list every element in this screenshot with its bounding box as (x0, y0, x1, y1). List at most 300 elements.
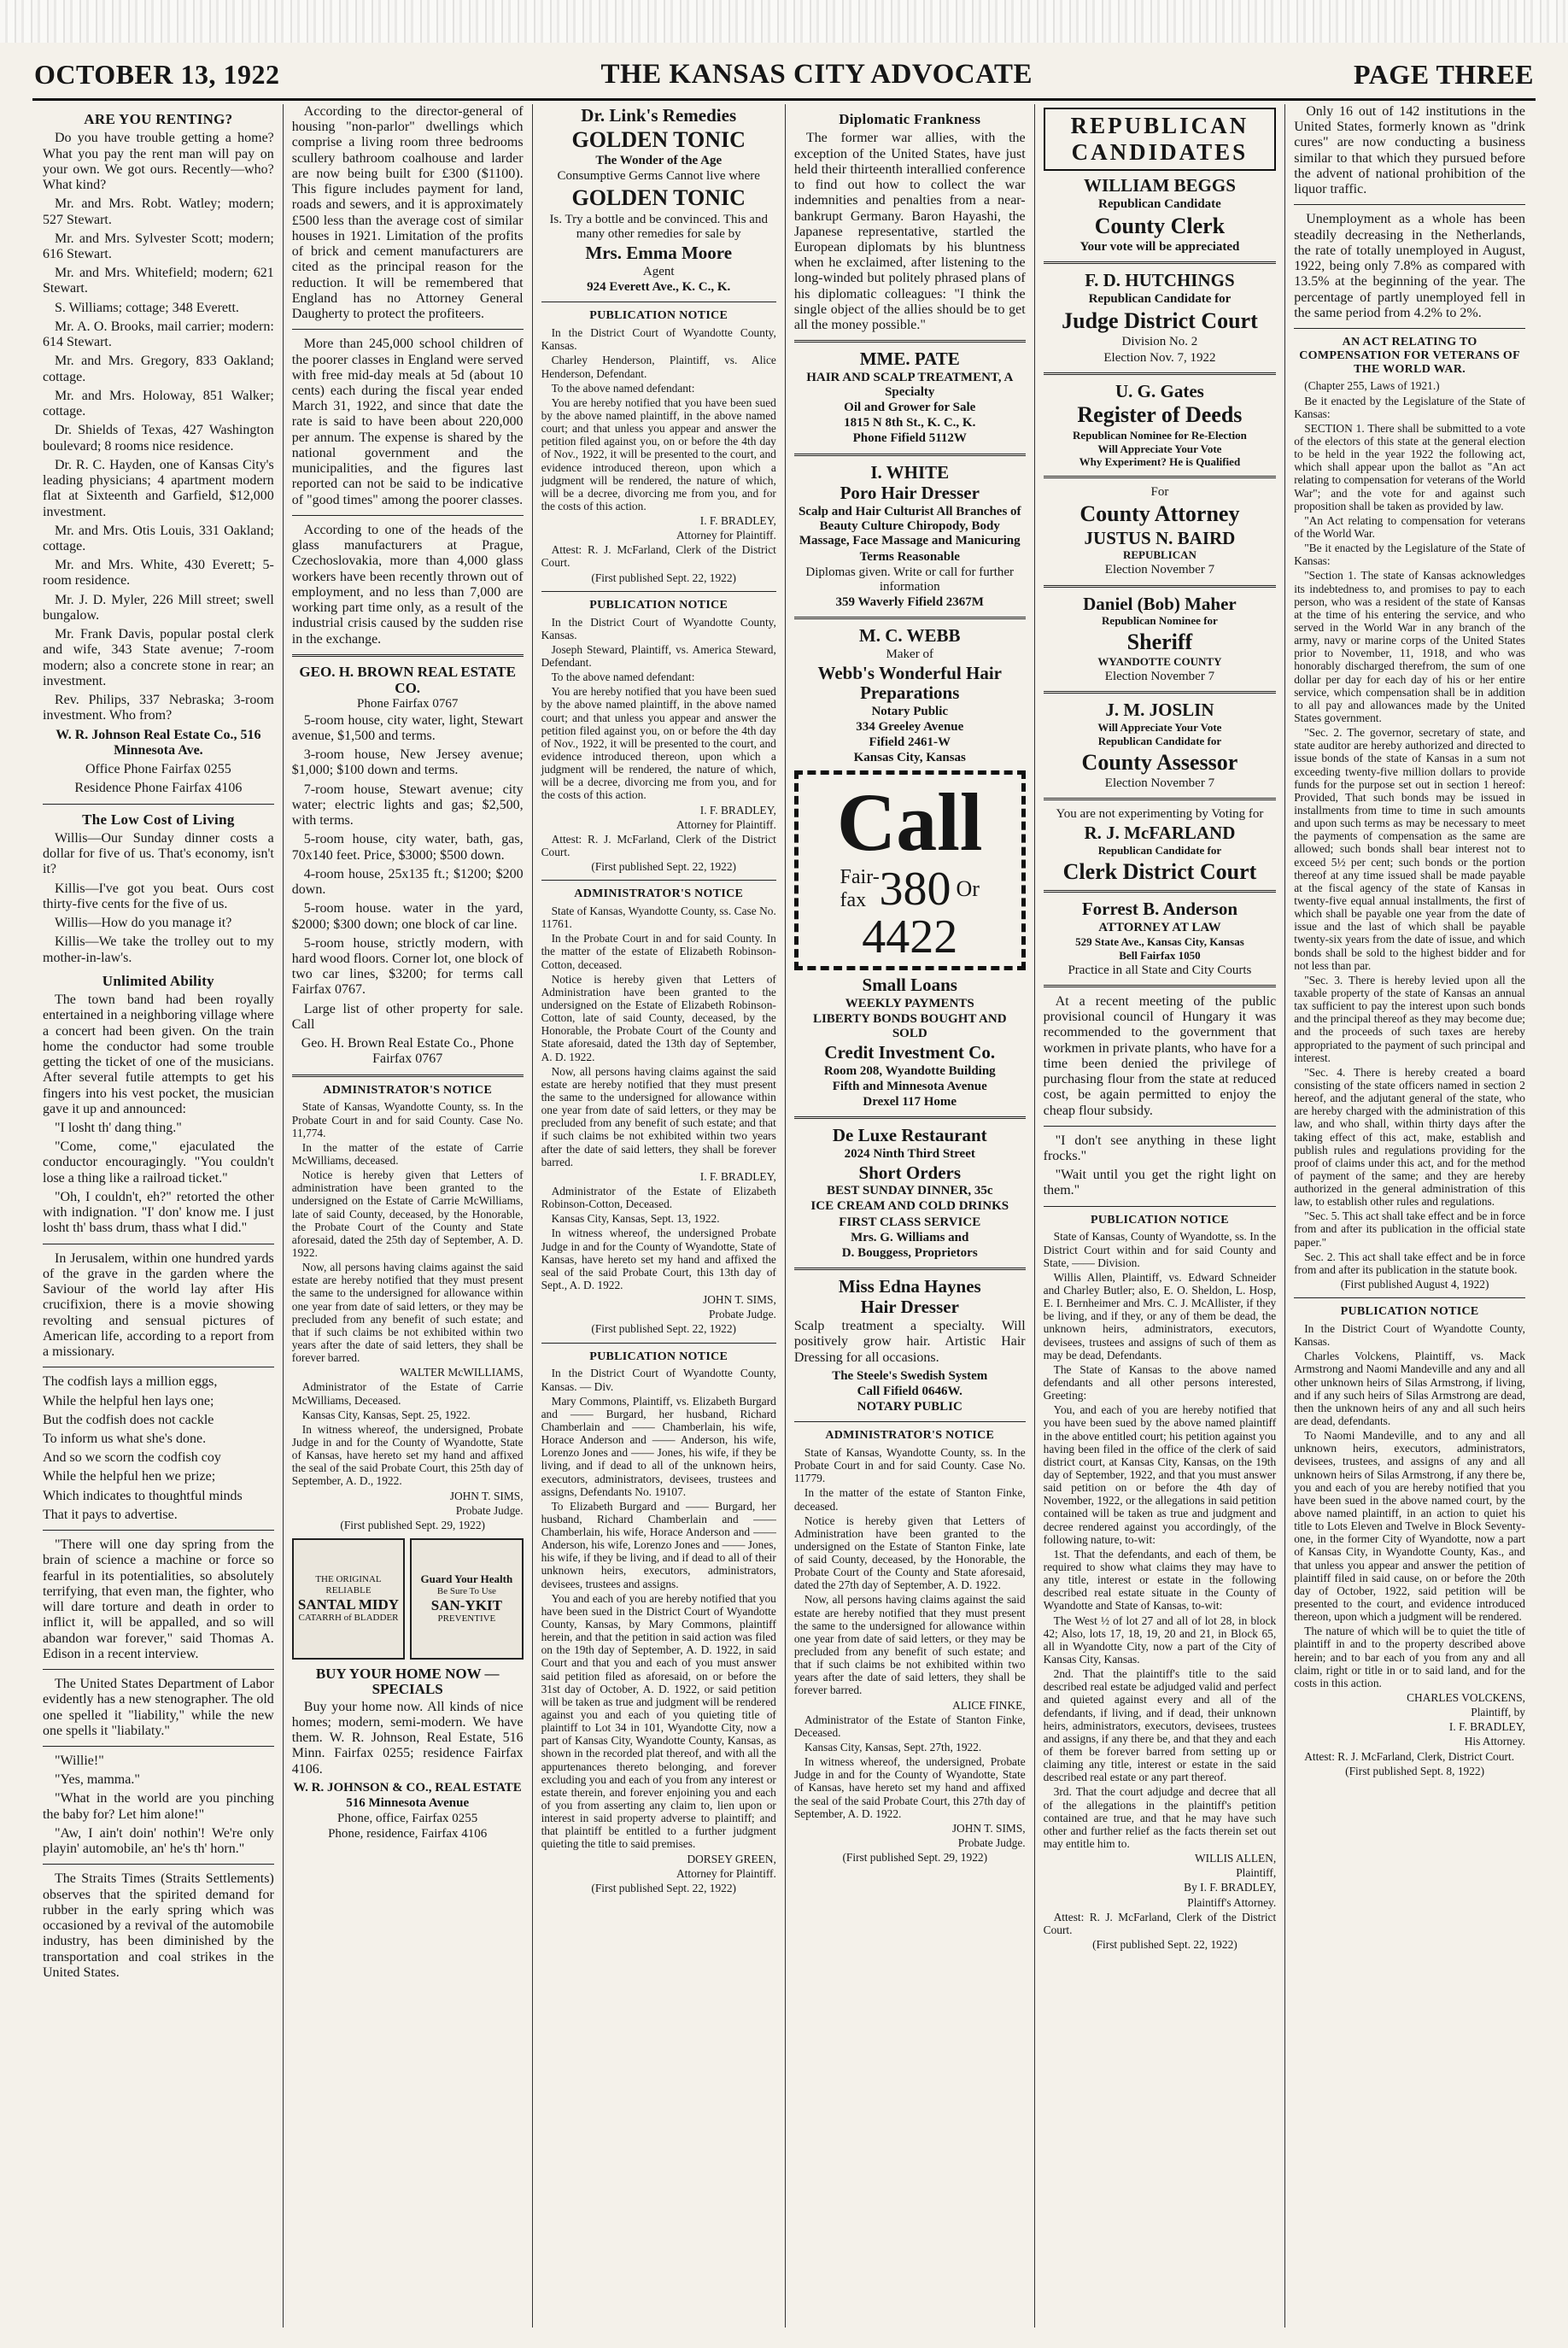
divider (1044, 476, 1277, 478)
link-ad-body-2: Is. Try a bottle and be convinced. This and many other remedies for sale by (549, 212, 768, 242)
divider (43, 1864, 274, 1865)
notice-heading: PUBLICATION NOTICE (589, 598, 728, 612)
divider (1044, 1206, 1277, 1207)
buy-home-phone-office: Phone, office, Fairfax 0255 (337, 1812, 478, 1826)
buy-home-phone-residence: Phone, residence, Fairfax 4106 (328, 1827, 488, 1842)
ad-tagline: THE ORIGINAL RELIABLE (315, 1574, 382, 1596)
notice-witness: In witness whereof, the undersigned, Probate Judge in and for the County of Wyandotte, State of Kansas, have hereto set my hand and affixed the seal of the said Probate Court, this 25th day of September, A. D., 1922. (291, 1422, 524, 1488)
divider (1044, 691, 1277, 694)
frocks-joke (1044, 1133, 1277, 1199)
notice-signature: CHARLES VOLCKENS, (1407, 1690, 1525, 1704)
notice-heading: PUBLICATION NOTICE (1340, 1305, 1479, 1319)
netherlands-article: Unemployment as a whole has been steadily decreasing in the Netherlands, the rate of totally unemployed in August, 1922, being only 7.8% as compared with 13.5% at the beginning of the year. The percentage of partly unemployed fell in the same period from 4.2% to 2%. (1294, 212, 1525, 320)
notice-published: (First published Sept. 8, 1922) (1345, 1764, 1485, 1777)
paragraph: To Naomi Mandeville, and to any and all unknown heirs, executors, administrators, devisees, trustees, and assigns of any and all unknown heirs of Silas Armstrong, if any there be, you and each of you are hereby notified that you have been sued in the above named court, by the above named plaintiff, in an action to quiet his title to Lots Eleven and Twelve in Block Seventy-one, in the former City of Wyandotte, now a part of Kansas City, in Wyandotte County, Kas., and that unless you appear and answer the petition of plaintiff filed in said cause, on or before the 20th day of October, 1922, said petition will be presented to the court, and evidence introduced thereon, upon which a judgment will be rendered. (1294, 1429, 1525, 1624)
act-heading: AN ACT RELATING TO COMPENSATION FOR VETERANS OF THE WORLD WAR. (1299, 336, 1520, 376)
meals-article: More than 245,000 school children of the poorer classes in England were served with free mid-day meals at 5d (about 10 cents) each during the fiscal year ended March 31, 1922, and since that date the rate is said to have been about 220,000 per annum. The expense is shared by the national government and the municipalities, and the figures last reported can not be said to be indicative of "good times" among the poorer classes. (291, 337, 524, 507)
maher-sub: Republican Nominee for (1102, 614, 1218, 628)
low-cost-article (43, 831, 274, 966)
paragraph: State of Kansas, Wyandotte County, ss. In the Probate Court in and for said County. Case No. 11,774. (291, 1100, 524, 1139)
paragraph: Which indicates to thoughtful minds (43, 1488, 243, 1503)
notice-heading: PUBLICATION NOTICE (1090, 1213, 1229, 1227)
notice-heading: PUBLICATION NOTICE (589, 1350, 728, 1363)
paragraph: Rev. Philips, 337 Nebraska; 3-room investment. Who from? (43, 693, 274, 723)
divider (43, 1746, 274, 1747)
white-ad-title: Poro Hair Dresser (840, 483, 980, 504)
pate-ad-address: 1815 N 8th St., K. C., K. (844, 416, 976, 430)
notice-judge-title: Probate Judge. (709, 1308, 776, 1321)
divider (794, 1116, 1026, 1119)
notice-judge-title: Probate Judge. (455, 1503, 524, 1517)
notice-signature-title: Attorney for Plaintiff. (676, 817, 776, 831)
diplomatic-article: The former war allies, with the exception of the United States, have just held their thirteenth interallied conference to find out how to collect the war indemnities and penalties from a near-bankrupt Germany. Baron Hayashi, the Japanese representative, startled the European diplomats by his bluntness when he exclaimed, after listening to the long-winded but politely phrased plans of his diplomatic colleagues: "I think the single object of the allies should be to get all the money possible." (793, 131, 1026, 333)
divider (1044, 261, 1277, 264)
notice-signature-title: Attorney for Plaintiff. (676, 529, 776, 542)
paragraph: You are hereby notified that you have been sued by the above named plaintiff, in the above named court; and that unless you appear and answer the petition filed against you, on or before the 4th day of Nov., 1922, it will be presented to the court, and evidence introduced thereon, upon which a judgment will be rendered, the nature of which, will be a decree, divorcing me from you, and for the costs of this action. (541, 395, 776, 512)
column-6 (1285, 104, 1534, 2328)
page-top-edge (0, 0, 1568, 43)
paragraph: 2nd. That the plaintiff's title to the said described real estate be adjudged valid and perfect and quieted against every and all of the defendants, if living, and if dead, their unknown heirs, administrators, executors, devisees, trustees and assigns, if any there be, and that they and each of them be forever barred from setting up or claiming any title, interest or estate in the said described real estate or any part thereof. (1043, 1667, 1277, 1784)
hungary-article: At a recent meeting of the public provisional council of Hungary it was recommended to the government that workmen in private plants, who have for a time been denied the privilege of purchasing flour from the state at reduced cost, be again permitted to enjoy the cheap flour subsidy. (1043, 993, 1277, 1118)
divider (1044, 585, 1277, 588)
notice-published: (First published Sept. 22, 1922) (1092, 1937, 1237, 1951)
divider (43, 804, 274, 805)
paragraph: 1st. That the defendants, and each of them, be required to show what claims they may have to any title, interest or estate in the following described real estate situate in the County of Wyandotte and State of Kansas, to-wit: (1043, 1547, 1277, 1613)
webb-ad-title: Webb's Wonderful Hair Preparations (817, 663, 1002, 703)
white-ad-name: I. WHITE (870, 461, 950, 483)
codfish-poem (43, 1374, 274, 1523)
divider (43, 1669, 274, 1670)
hutchings-office: Judge District Court (1062, 308, 1258, 334)
brown-ad-phone: Phone Fairfax 0767 (357, 697, 459, 711)
paragraph: Mr. Frank Davis, popular postal clerk and wife, 343 State avenue; 7-room modern; also a concrete stone in rear; an investment. (43, 627, 274, 688)
divider (292, 515, 524, 516)
anderson-title: ATTORNEY AT LAW (1098, 920, 1221, 934)
paragraph: (Chapter 255, Laws of 1921.) (1304, 379, 1440, 393)
willie-joke (43, 1754, 274, 1857)
loans-ad-name: Credit Investment Co. (824, 1041, 996, 1063)
deluxe-ad-address: 2024 Ninth Third Street (844, 1146, 975, 1161)
haynes-ad-name: Miss Edna Haynes (838, 1275, 981, 1297)
renting-firm: W. R. Johnson Real Estate Co., 516 Minnesota Ave. (56, 727, 261, 758)
call-ad-numbers (804, 862, 1016, 916)
renting-residence-phone: Residence Phone Fairfax 4106 (74, 781, 243, 796)
link-ad-agent-title: Agent (642, 264, 675, 278)
link-ad-tonic: GOLDEN TONIC (571, 126, 746, 152)
notice-body (1294, 1322, 1525, 1689)
divider (1044, 372, 1277, 375)
call-ad-number-2: 4422 (862, 910, 958, 963)
link-ad-agent-name: Mrs. Emma Moore (585, 243, 733, 264)
paragraph: The West ½ of lot 27 and all of lot 28, in block 42; Also, lots 17, 18, 19, 20 and 21, in Block 65, all in Wyandotte City, now a part of the City of Kansas City, Kansas. (1043, 1613, 1277, 1666)
notice-published: (First published Sept. 29, 1922) (842, 1851, 988, 1865)
divider (1044, 890, 1277, 893)
notice-heading: ADMINISTRATOR'S NOTICE (574, 887, 744, 901)
notice-body (541, 905, 776, 1168)
paragraph: 7-room house, Stewart avenue; city water; electric lights and gas; $2,500, with terms. (291, 782, 524, 829)
paragraph: "What in the world are you pinching the baby for? Let him alone!" (43, 1791, 274, 1822)
notice-witness: In witness whereof, the undersigned, Probate Judge in and for the County of Wyandotte, State of Kansas, have hereto set my hand and affixed the seal of the said Probate Court, this 27th day of September, A. D. 1922. (793, 1755, 1026, 1820)
mcfarland-sub-2: Republican Candidate for (1097, 844, 1222, 858)
paragraph: 5-room house. water in the yard, $2000; $300 down; one block of car line. (291, 901, 524, 932)
webb-ad-address: 334 Greeley Avenue (856, 719, 964, 734)
baird-party: REPUBLICAN (1122, 548, 1196, 562)
paragraph: Joseph Steward, Plaintiff, vs. America Steward, Defendant. (541, 642, 776, 669)
ad-row (292, 1538, 524, 1660)
baird-name: JUSTUS N. BAIRD (1084, 527, 1236, 548)
ad-tagline: Guard Your Health (420, 1572, 513, 1586)
deluxe-ad-line: FIRST CLASS SERVICE (839, 1215, 981, 1229)
paragraph: You are hereby notified that you have been sued by the above named plaintiff, in the above named court; and that unless you appear and answer the petition filed against you, on or before the 4th day of Nov., 1922, it will be presented to the court, and evidence introduced thereon, upon which a judgment will be rendered, the nature of which, will be a decree, divorcing me from you, and for the costs of this action. (541, 685, 776, 802)
hutchings-election: Election Nov. 7, 1922 (1103, 350, 1216, 365)
notice-attorney-title: Plaintiff's Attorney. (1187, 1895, 1277, 1909)
deluxe-ad-title: Short Orders (858, 1162, 962, 1183)
paragraph: State of Kansas, County of Wyandotte, ss. In the District Court within and for said County and State, —— Division. (1043, 1230, 1277, 1269)
column-4 (786, 104, 1035, 2328)
link-ad-sub: The Wonder of the Age (595, 153, 723, 167)
paragraph: You, and each of you are hereby notified that you have been sued by the above named plaintiff in the above entitled court; his petition against you having been filed in the office of the clerk of said district court, at Kansas City, Kansas, on the 19th day of September, 1922, and that you must answer said petition on or before the 4th day of November, 1922, or the allegations in said petition contained will be taken as true and judgment and decree rendered against you accordingly, of the following nature, to-wit: (1043, 1403, 1277, 1546)
ad-footer: CATARRH of BLADDER (298, 1612, 399, 1623)
webb-ad-phone: Fifield 2461-W (869, 735, 951, 749)
notice-signature-title: Plaintiff, (1236, 1866, 1277, 1880)
divider (541, 880, 776, 881)
call-ad-or: Or (956, 876, 980, 902)
brown-ad-listings (292, 713, 524, 1033)
deluxe-ad-line: ICE CREAM AND COLD DRINKS (810, 1199, 1009, 1214)
loans-ad-address: Fifth and Minnesota Avenue (832, 1079, 987, 1093)
notice-signature: I. F. BRADLEY, (699, 514, 776, 528)
link-ad-tonic-2: GOLDEN TONIC (571, 185, 746, 211)
paragraph: In the matter of the estate of Carrie McWilliams, deceased. (291, 1140, 524, 1168)
paragraph: Willis—How do you manage it? (55, 916, 232, 931)
paragraph: In the District Court of Wyandotte County, Kansas. — Div. (541, 1367, 776, 1393)
issue-date: OCTOBER 13, 1922 (34, 58, 280, 90)
divider (1294, 204, 1525, 205)
publication-notice-volckens (1294, 1305, 1525, 1777)
paragraph: Killis—We take the trolley out to my mother-in-law's. (43, 934, 274, 965)
housing-article: According to the director-general of housing "non-parlor" dwellings which comprise a living room three bedrooms scullery bathroom coalhouse and larder are now being built for £300 ($1100). This figure includes payment for land, roads and sewers, and it is approximately £500 less than the average cost of similar houses in 1921. Limitation of the profits of brick and cement manufacturers are cited as the principal reason for the reduction. It will be remembered that England has no Attorney General Daugherty to protect the profiteers. (291, 104, 524, 322)
notice-signature: ALICE FINKE, (952, 1698, 1026, 1712)
baird-election: Election November 7 (1104, 563, 1215, 577)
paragraph: Willis—Our Sunday dinner costs a dollar for five of us. That's economy, isn't it? (43, 830, 274, 877)
diplomatic-headline: Diplomatic Frankness (839, 111, 981, 127)
renting-article (43, 131, 274, 723)
jerusalem-article: In Jerusalem, within one hundred yards of the grave in the garden where the Saviour of the world lay after His crucifixion, there is a movie showing revolting and sensual pictures of American life, according to a report from a missionary. (43, 1250, 274, 1360)
paragraph: Willis Allen, Plaintiff, vs. Edward Schneider and Charley Butler; also, E. O. Sheldon, L. Hosp, E. I. Bernheimer and Mrs. C. J. McAllister, if they be living, and if they, or any of them be dead, the unknown heirs, administrators, executors, devisees, trustees and assigns of such of them as may be dead, Defendants. (1043, 1270, 1277, 1361)
link-ad-body: Consumptive Germs Cannot live where (557, 169, 760, 184)
deluxe-ad-name: De Luxe Restaurant (832, 1124, 987, 1145)
paragraph: "Aw, I ain't doin' nothin'! We're only playin' automobile, an' he's th' horn." (43, 1825, 274, 1857)
pate-ad-name: MME. PATE (859, 348, 960, 370)
pate-ad-sub-2: Oil and Grower for Sale (844, 401, 976, 415)
webb-ad-name: M. C. WEBB (858, 625, 961, 647)
notice-body (541, 326, 776, 512)
paragraph: Notice is hereby given that Letters of Administration have been granted to the undersigned on the Estate of Elizabeth Robinson-Cotton, late of said County, deceased, by the Honorable, the Probate Court of the County and State aforesaid, dated the 13th day of September, A. D. 1922. (541, 972, 776, 1063)
buy-home-firm: W. R. JOHNSON & CO., REAL ESTATE (293, 1780, 522, 1795)
paragraph: Mr. and Mrs. Holoway, 851 Walker; cottage. (43, 388, 274, 419)
admin-notice-finke (794, 1429, 1026, 1864)
paragraph: SECTION 1. There shall be submitted to a vote of the electors of this state at the general election to be held in the year 1922 the following act, which shall appear upon the ballot as "An act relating to compensation for veterans of the World War"; and the vote for and against such proposition shall be taken as provided by law. (1294, 421, 1525, 512)
paragraph: Charley Henderson, Plaintiff, vs. Alice Henderson, Defendant. (541, 354, 776, 380)
hutchings-sub: Republican Candidate for (1088, 291, 1232, 306)
notice-published: (First published Sept. 22, 1922) (591, 1881, 737, 1894)
paragraph: "Be it enacted by the Legislature of the State of Kansas: (1294, 542, 1525, 568)
publication-notice-allen (1044, 1214, 1277, 1951)
gates-sub-2: Will Appreciate Your Vote (1097, 442, 1222, 455)
notice-body (292, 1100, 524, 1364)
paragraph: In the Probate Court in and for said County. In the matter of the estate of Elizabeth Robinson-Cotton, deceased. (541, 932, 776, 971)
edison-article: "There will one day spring from the brain of science a machine or force so fearful in its potentialities, so absolutely terrifying, that even man, the fighter, who will dare torture and death in order to inflict it, will be appalled, and so will abandon war forever," said Thomas A. Edison in a recent interview. (43, 1537, 274, 1661)
divider (292, 1074, 524, 1077)
paragraph: Mr. J. D. Myler, 226 Mill street; swell bungalow. (43, 592, 274, 623)
ad-brand: SANTAL MIDY (297, 1596, 400, 1613)
haynes-ad-title: Hair Dresser (860, 1297, 959, 1318)
anderson-name: Forrest B. Anderson (1081, 899, 1238, 920)
paragraph: In the District Court of Wyandotte County, Kansas. (541, 326, 776, 353)
pate-ad-sub: HAIR AND SCALP TREATMENT, A Specialty (806, 371, 1014, 400)
column-1 (34, 104, 284, 2328)
notice-signature-title: Administrator of the Estate of Elizabeth Robinson-Cotton, Deceased. (541, 1185, 776, 1211)
brown-ad-sign: Geo. H. Brown Real Estate Co., Phone Fairfax 0767 (301, 1036, 514, 1067)
notice-by: By I. F. BRADLEY, (1184, 1881, 1277, 1894)
page-number: PAGE THREE (1354, 58, 1534, 90)
ad-subline: Be Sure To Use (436, 1586, 496, 1597)
haynes-ad-system: The Steele's Swedish System (832, 1368, 988, 1383)
notice-judge: JOHN T. SIMS, (449, 1489, 524, 1502)
gates-office: Register of Deeds (1077, 402, 1243, 428)
paragraph: To Elizabeth Burgard and —— Burgard, her husband, Richard Chamberlain and —— Chamberlain, his wife, Horace Anderson and —— Anderson, his wife, Lorenzo Jones and —— Jones, his wife, if they be living, and if dead to all of their unknown heirs, executors, administrators, devisees, trustees and assigns. (541, 1499, 776, 1590)
notice-heading: PUBLICATION NOTICE (589, 309, 728, 323)
loans-ad-room: Room 208, Wyandotte Building (823, 1063, 996, 1078)
notice-signature: WALTER McWILLIAMS, (400, 1366, 524, 1379)
column-5 (1035, 104, 1286, 2328)
paragraph: S. Williams; cottage; 348 Everett. (55, 300, 239, 315)
white-ad-terms: Terms Reasonable (859, 549, 960, 564)
notice-signature: I. F. BRADLEY, (699, 1169, 776, 1183)
paragraph: Be it enacted by the Legislature of the State of Kansas: (1294, 394, 1525, 420)
notice-judge-title: Probate Judge. (957, 1836, 1026, 1850)
paragraph: Mr. and Mrs. Otis Louis, 331 Oakland; cottage. (43, 523, 274, 553)
paragraph: "I losht th' dang thing." (55, 1121, 182, 1136)
paragraph: Mary Commons, Plaintiff, vs. Elizabeth Burgard and —— Burgard, her husband, Richard Chamberlain and —— Chamberlain, his wife, Horace Anderson and —— Anderson, his wife, Lorenzo Jones and —— Jones, his wife, if they be living, and if dead to all of the unknown heirs, executors, administrators, devisees, trustees and assigns, Defendants No. 19107. (541, 1394, 776, 1498)
maher-name: Daniel (Bob) Maher (1083, 593, 1237, 614)
paragraph: 5-room house, city water, light, Stewart avenue, $1,500 and terms. (291, 712, 524, 743)
maher-office: Sheriff (1126, 629, 1193, 654)
notice-attest: Attest: R. J. McFarland, Clerk of the District Court. (1043, 1910, 1277, 1936)
paragraph: 4-room house, 25x135 ft.; $1200; $200 down. (291, 866, 524, 898)
low-cost-headline: The Low Cost of Living (82, 811, 235, 828)
paragraph: Now, all persons having claims against the said estate are hereby notified that they must present the same to the undersigned for allowance within one year from date of said letters, or they may be precluded from any benefit of such estate; and that if such claims be not exhibited within two years after the date of said letters, they shall be forever barred. (291, 1261, 524, 1365)
notice-body (794, 1446, 1026, 1697)
paragraph: "Oh, I couldn't, eh?" retorted the other with indignation. "I' don' know me. I just losht th' bass drum, thass what I did." (43, 1189, 274, 1236)
joslin-sub: Will Appreciate Your Vote (1097, 721, 1222, 735)
notice-signature-title: Attorney for Plaintiff. (676, 1866, 776, 1880)
call-ad (794, 770, 1026, 970)
beggs-name: WILLIAM BEGGS (1083, 175, 1236, 196)
divider (1044, 798, 1277, 800)
paragraph: "Willie!" (55, 1753, 104, 1768)
divider (292, 654, 524, 657)
paragraph: Mr. and Mrs. Sylvester Scott; modern; 616 Stewart. (43, 231, 274, 262)
paragraph: And so we scorn the codfish coy (43, 1450, 221, 1466)
paragraph: But the codfish does not cackle (43, 1412, 214, 1427)
paragraph: To the above named defendant: (551, 670, 695, 684)
divider (1044, 1126, 1277, 1127)
notice-body (541, 1367, 776, 1850)
notice-date: Kansas City, Kansas, Sept. 13, 1922. (551, 1212, 720, 1226)
column-3 (533, 104, 786, 2328)
paragraph: 5-room house, city water, bath, gas, 70x140 feet. Price, $3000; $500 down. (291, 832, 524, 863)
anderson-practice: Practice in all State and City Courts (1068, 963, 1252, 977)
unlimited-article (43, 992, 274, 1237)
republican-candidates-header: REPUBLICAN CANDIDATES (1044, 108, 1277, 171)
paragraph: Large list of other property for sale. Call (291, 1001, 524, 1032)
divider (1294, 328, 1525, 329)
notice-witness: In witness whereof, the undersigned Probate Judge in and for the County of Wyandotte, State of Kansas, have hereto set my hand and affixed the seal of the said Probate Court, this 13th day of Sept., A. D. 1922. (541, 1227, 776, 1291)
publication-notice-commons (541, 1350, 776, 1894)
gates-sub-3: Why Experiment? He is Qualified (1079, 455, 1241, 469)
drink-cures-article: Only 16 out of 142 institutions in the United States, formerly known as "drink cures" are now conducting a business similar to that which they pursued before the advent of national prohibition of the liquor traffic. (1294, 104, 1525, 197)
loans-ad-sub: WEEKLY PAYMENTS (845, 996, 974, 1010)
paragraph: Charles Volckens, Plaintiff, vs. Mack Armstrong and Naomi Mandeville and any and all other unknown heirs of Silas Armstrong, if living, and if any such heirs of Silas Armstrong are dead, then the unknown heirs of any and all such heirs are dead, defendants. (1294, 1350, 1525, 1427)
paragraph: In the District Court of Wyandotte County, Kansas. (541, 615, 776, 641)
haynes-ad-phone: Call Fifield 0646W. (857, 1384, 962, 1398)
paragraph: The codfish lays a million eggs, (43, 1374, 218, 1390)
notice-signature: I. F. BRADLEY, (699, 803, 776, 817)
paragraph: Sec. 2. This act shall take effect and be in force from and after its publication in the statute book. (1294, 1250, 1525, 1276)
call-ad-word: Call (836, 776, 983, 868)
notice-attest: Attest: R. J. McFarland, Clerk, District Court. (1304, 1749, 1515, 1763)
loans-ad-sub-2: LIBERTY BONDS BOUGHT AND SOLD (812, 1011, 1007, 1040)
paragraph: State of Kansas, Wyandotte County, ss. In the Probate Court in and for said County. Case No. 11779. (793, 1445, 1026, 1485)
divider (541, 591, 776, 592)
haynes-ad-body: Scalp treatment a specialty. Will positively grow hair. Artistic Hair Dressing for all occasions. (793, 1319, 1026, 1365)
admin-notice-robinson-cotton (541, 887, 776, 1335)
admin-notice-mcwilliams (292, 1084, 524, 1531)
paragraph: "Sec. 5. This act shall take effect and be in force from and after its publication in the official state paper." (1294, 1209, 1525, 1249)
loans-ad-title: Small Loans (862, 974, 957, 995)
notice-published: (First published Sept. 22, 1922) (591, 860, 737, 874)
paragraph: Mr. and Mrs. Gregory, 833 Oakland; cottage. (43, 354, 274, 384)
white-ad-body: Scalp and Hair Culturist All Branches of Beauty Culture Chiropody, Body Massage, Face Massage and Manicuring (798, 504, 1021, 548)
labor-article: The United States Department of Labor evidently has a new stenographer. The old one spelled it "liability," while the new one spells it "liabilaty." (43, 1677, 274, 1738)
buy-home-body: Buy your home now. All kinds of nice homes; modern, semi-modern. We have them. W. R. Johnson, Real Estate, 516 Minn. Fairfax 0255; residence Fairfax 4106. (291, 1699, 524, 1777)
paragraph: The nature of which will be to quiet the title of plaintiff in and to the property described above herein; and to bar each of you from any and all claim, right or title in or to said land, and for the costs in this action. (1294, 1625, 1525, 1689)
notice-body (541, 616, 776, 802)
paragraph: Do you have trouble getting a home? What you pay the rent man will pay on your own. We got ours. Recently—who? What kind? (43, 131, 274, 193)
buy-home-address: 516 Minnesota Avenue (346, 1795, 470, 1810)
divider (794, 1268, 1026, 1270)
newspaper-name: THE KANSAS CITY ADVOCATE (600, 58, 1033, 90)
paragraph: "Sec. 4. There is hereby created a board consisting of the state officers named in section 2 hereof, and the adjutant general of the state, who are hereby charged with the administration of this law, and who shall, within thirty days after the taking effect of this act, make, establish and publish rules and regulations providing for the proof of claims under this act, and for the method of payment of the same; and they are hereby authorized in the general administration of this law, to establish other rules and regulations. (1294, 1065, 1525, 1209)
columns (34, 104, 1534, 2328)
paragraph: 5-room house, strictly modern, with hard wood floors. Corner lot, one block of two car lines, $3200; for terms call Fairfax 0767. (291, 935, 524, 998)
divider (1044, 985, 1277, 987)
gates-name: U. G. Gates (1115, 380, 1204, 401)
notice-heading: ADMINISTRATOR'S NOTICE (323, 1083, 493, 1097)
joslin-election: Election November 7 (1104, 776, 1215, 790)
notice-heading: ADMINISTRATOR'S NOTICE (825, 1429, 995, 1443)
link-ad-address: 924 Everett Ave., K. C., K. (587, 280, 731, 295)
notice-published: (First published Sept. 22, 1922) (591, 1322, 737, 1336)
notice-signature: WILLIS ALLEN, (1195, 1852, 1277, 1865)
webb-ad-city: Kansas City, Kansas (853, 750, 966, 764)
deluxe-ad-line: Mrs. G. Williams and (851, 1230, 969, 1244)
notice-date: Kansas City, Kansas, Sept. 27th, 1922. (804, 1741, 982, 1754)
ad-footer: PREVENTIVE (437, 1613, 496, 1625)
notice-body (1044, 1230, 1277, 1850)
white-ad-diplomas: Diplomas given. Write or call for further information (805, 565, 1015, 594)
paragraph: To inform us what she's done. (43, 1432, 207, 1446)
paragraph: You and each of you are hereby notified that you have been sued in the District Court of Wyandotte County, Kansas, by Mary Commons, plaintiff herein, and that the petition in said action was filed on the 19th day of September, A. D. 1922, in said Court and that you and each of you must answer said petition filed as aforesaid, on or before the 31st day of October, A. D. 1922, or said petition will be taken as true and judgment will be rendered against you and each of you quieting title of plaintiff to Lot 34 in 101, Wyandotte City, now a part of Kansas City, Wyandotte County, Kansas, as shown in the recorded plat thereof, and with all the appurtenances thereto belonging, and forever excluding you and each of you from any interest or estate therein, and forever enjoining you and each of you from asserting any claim to, lien upon or interest in said property adverse to plaintiff; and that plaintiff be entitled to a further judgment quieting the title to said premises. (541, 1591, 776, 1851)
prague-article: According to one of the heads of the glass manufacturers at Prague, Czechoslovakia, more than 4,000 glass workers have been recently thrown out of employment, and no less than 7,000 are working part time only, as a result of the industrial crisis caused by the sudden rise in the exchange. (291, 522, 524, 647)
notice-signature: DORSEY GREEN, (687, 1852, 776, 1865)
loans-ad-phone: Drexel 117 Home (863, 1094, 957, 1109)
paragraph: To the above named defendant: (551, 381, 695, 395)
brown-ad-name: GEO. H. BROWN REAL ESTATE CO. (299, 663, 516, 697)
notice-published: (First published Sept. 22, 1922) (591, 571, 737, 584)
act-published: (First published August 4, 1922) (1340, 1278, 1489, 1291)
call-ad-fairfax: Fair-fax (840, 865, 880, 911)
notice-attest: Attest: R. J. McFarland, Clerk of the District Court. (541, 543, 776, 570)
veterans-act (1294, 336, 1525, 1291)
paragraph: Killis—I've got you beat. Ours cost thirty-five cents for the five of us. (43, 881, 274, 911)
link-ad-title: Dr. Link's Remedies (581, 105, 737, 126)
paragraph: Now, all persons having claims against the said estate are hereby notified that they must present the same to the undersigned for allowance within one year from date of said letters, or they may be precluded from any benefit of such estate; and that if such claims be not exhibited within two years after the date of said letters, they shall be forever barred. (793, 1593, 1026, 1697)
haynes-ad-notary: NOTARY PUBLIC (857, 1400, 962, 1414)
divider (794, 1421, 1026, 1422)
paragraph: Mr. and Mrs. White, 430 Everett; 5-room residence. (43, 558, 274, 588)
paragraph: "Wait until you get the right light on them." (1043, 1168, 1277, 1198)
renting-headline: ARE YOU RENTING? (84, 111, 233, 127)
paragraph: 3-room house, New Jersey avenue; $1,000; $100 down and terms. (291, 747, 524, 778)
divider (541, 1343, 776, 1344)
hutchings-division: Division No. 2 (1121, 335, 1198, 349)
paragraph: "Section 1. The state of Kansas acknowledges its indebtedness to, and promises to pay to each person, who was a resident of the state of Kansas at the time of his entering the service, and who served in the World War in any branch of the army, navy or marine corps of the United States prior to November, 11, 1918, and who was honorably discharged therefrom, the sum of one dollar per day for each day of his or her entire service, which compensation shall be in addition to all pay and allowances made by the United States government. (1294, 569, 1525, 724)
deluxe-ad-line: BEST SUNDAY DINNER, 35c (827, 1184, 993, 1198)
notice-signature-title: Administrator of the Estate of Carrie McWilliams, Deceased. (291, 1380, 524, 1407)
joslin-name: J. M. JOSLIN (1105, 700, 1214, 721)
paragraph: State of Kansas, Wyandotte County, ss. Case No. 11761. (541, 905, 776, 931)
hutchings-name: F. D. HUTCHINGS (1085, 270, 1235, 291)
paragraph: While the helpful hen lays one; (43, 1393, 214, 1408)
publication-notice-steward (541, 599, 776, 873)
paragraph: In the District Court of Wyandotte County, Kansas. (1294, 1322, 1525, 1349)
notice-attest: Attest: R. J. McFarland, Clerk of the District Court. (541, 832, 776, 858)
paragraph: "Come, come," ejaculated the conductor encouragingly. "You couldn't lose a thing like a railroad ticket." (43, 1139, 274, 1186)
beggs-office: County Clerk (1094, 213, 1226, 238)
paragraph: Notice is hereby given that Letters of administration have been granted to the undersigned on the Estate of Carrie McWilliams, late of said County, deceased, by the Honorable, the Probate Court of the County and State aforesaid, dated the 25th day of September, A. D. 1922. (291, 1168, 524, 1260)
notice-judge: JOHN T. SIMS, (951, 1821, 1026, 1835)
notice-signature-title: Administrator of the Estate of Stanton Finke, Deceased. (793, 1713, 1026, 1739)
baird-office: County Attorney (1079, 501, 1240, 527)
maher-county: WYANDOTTE COUNTY (1097, 655, 1222, 669)
mcfarland-office: Clerk District Court (1062, 858, 1257, 884)
notice-published: (First published Sept. 29, 1922) (340, 1518, 485, 1531)
paragraph: The State of Kansas to the above named defendants and all other persons interested, Greeting: (1043, 1362, 1277, 1402)
mcfarland-name: R. J. McFARLAND (1084, 823, 1236, 844)
paragraph: Now, all persons having claims against the said estate are hereby notified that they must present the same to the undersigned for allowance within one year from date of said letters, or they may be precluded from any benefit of such estate; and that if such claims be not exhibited within two years after the date of said letters, they shall be forever barred. (541, 1064, 776, 1168)
paragraph: "Sec. 2. The governor, secretary of state, and state auditor are hereby authorized and directed to issue bonds of the state of Kansas in a sum not exceeding twenty-five million dollars to provide funds for the purpose set out in section 1 hereof: Provided, That such bonds may be issued in installments from time to time in such amounts and upon such terms as may be necessary to meet the payments of compensation as the same are allowed; such bonds shall bear interest not to exceed 5½ per cent; such bonds or the portion thereof at any time issued shall be made payable at the fiscal agency of the state of Kansas in twenty-five equal annual installments, the first of which shall be payable one year from the date of issue and the last of which shall be payable twenty-six years from the date of issue, and which bonds shall be sold to the highest bidder and for not less than par. (1294, 726, 1525, 972)
paragraph: Mr. and Mrs. Whitefield; modern; 621 Stewart. (43, 266, 274, 296)
webb-ad-sub: Maker of (886, 647, 933, 662)
divider (292, 329, 524, 330)
unlimited-headline: Unlimited Ability (102, 972, 214, 989)
paragraph: Mr. A. O. Brooks, mail carrier; modern: 614 Stewart. (43, 319, 274, 350)
paragraph: 3rd. That the court adjudge and decree that all of the allegations in the plaintiff's petition contained are true, and that he may have such other and further relief as the facts therein set out may entitle him to. (1043, 1785, 1277, 1850)
beggs-sub: Republican Candidate (1098, 196, 1221, 211)
gates-sub: Republican Nominee for Re-Election (1073, 428, 1247, 442)
